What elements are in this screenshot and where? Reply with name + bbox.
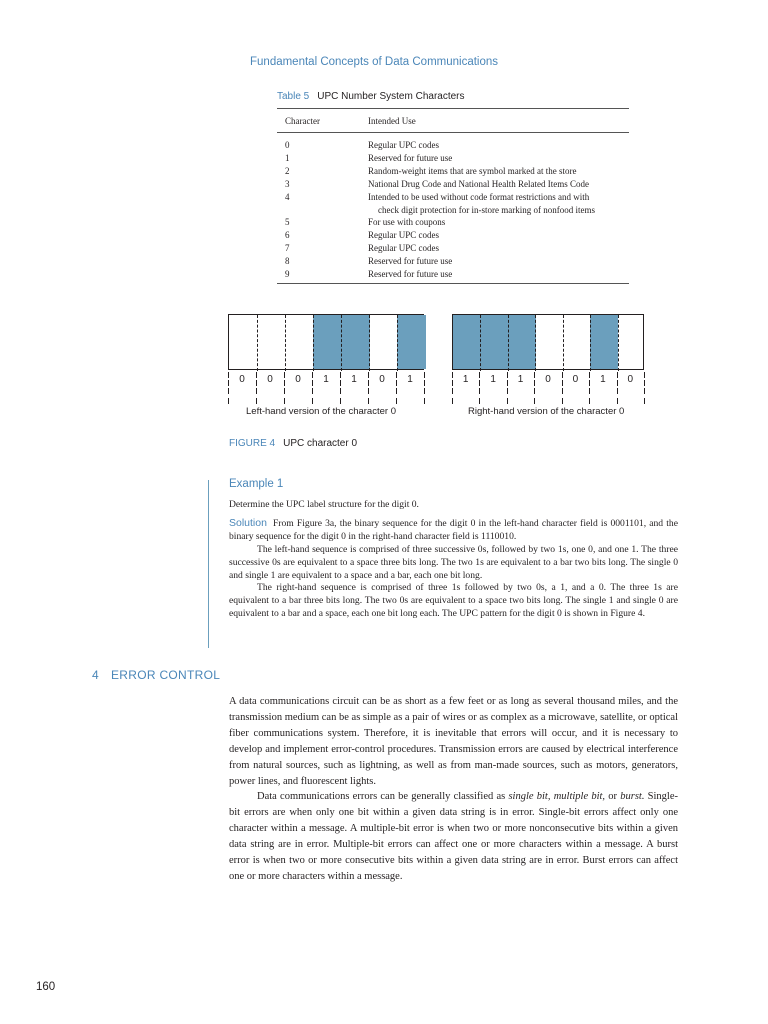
bit-boundary-tick [507,380,508,386]
module-divider [535,315,536,371]
bit-boundary-tick [368,372,369,378]
bit-label: 0 [239,374,245,385]
bit-boundary-tick [312,380,313,386]
character-cell: 6 [285,230,290,241]
intended-use-cell: Random-weight items that are symbol marked at the store [368,165,577,176]
bit-boundary-tick [507,372,508,378]
bit-label: 0 [572,374,579,385]
bit-boundary-tick [340,372,341,378]
bit-boundary-tick [617,380,618,386]
bit-boundary-tick [589,380,590,386]
bit-boundary-tick [534,372,535,378]
solution-label: Solution [229,516,267,529]
bit-boundary-tick [312,388,313,394]
bit-boundary-tick [589,388,590,394]
module-divider [285,315,286,371]
bit-boundary-tick [644,398,645,404]
header-character: Character [285,116,320,126]
p2-text-a: Data communications errors can be generally classified as [257,791,509,803]
table-row [277,255,629,268]
character-cell: 9 [285,269,290,280]
bit-boundary-tick [562,388,563,394]
character-cell: 2 [285,165,290,176]
module-divider [480,315,481,371]
module-divider [257,315,258,371]
upc-figure [228,314,646,424]
bit-boundary-tick [424,380,425,386]
term-single-bit: single bit, [508,791,551,803]
bit-boundary-tick [534,398,535,404]
module-divider [313,315,314,371]
section-heading [92,668,220,682]
bit-boundary-tick [284,398,285,404]
bit-boundary-tick [228,380,229,386]
character-cell: 4 [285,191,290,202]
bit-boundary-tick [340,388,341,394]
bit-boundary-tick [396,398,397,404]
bit-boundary-tick [368,398,369,404]
bit-boundary-tick [256,398,257,404]
module-divider [618,315,619,371]
intended-use-cell: Intended to be used without code format restrictions and with [368,191,590,202]
figure-title: UPC character 0 [283,438,358,449]
bit-boundary-tick [256,388,257,394]
bit-boundary-tick [368,388,369,394]
table-row [277,139,629,152]
upc-bar-module [508,315,536,369]
upc-bar-module [453,315,481,369]
intended-use-cell: Regular UPC codes [368,230,439,241]
bit-boundary-tick [617,388,618,394]
body-paragraph-1: A data communications circuit can be as short as a few feet or as long as several thousand miles, and the transmission medium can be as simple as a pair of wires or as complex as a microwave, satellite, or optical fiber communications system. Therefore, it is inevitable that errors will occur, and it is necessary to develop and implement error-control procedures. Transmission errors are caused by electrical interference from natural sources, such as lightning, as well as from man-made sources, such as motors, generators, power lines, and fluorescent lights. [229,696,678,787]
bit-boundary-tick [312,398,313,404]
solution-text-1: From Figure 3a, the binary sequence for the digit 0 in the left-hand character field is 0001101, and the binary sequence for the digit 0 in the right-hand character field is 1110010. [229,517,678,542]
intended-use-continuation: check digit protection for in-store marking of nonfood items [378,204,595,215]
right-hand-code [452,314,644,370]
intended-use-cell: Reserved for future use [368,152,453,163]
table-title: UPC Number System Characters [317,91,465,102]
bit-boundary-tick [312,372,313,378]
bit-boundary-tick [534,388,535,394]
body-paragraph-2 [229,789,678,884]
bit-boundary-tick [424,388,425,394]
table-row [277,216,629,229]
bit-boundary-tick [479,380,480,386]
left-hand-caption [246,406,396,417]
term-burst: burst. [620,791,645,803]
bit-boundary-tick [396,388,397,394]
bit-label: 0 [379,374,385,385]
bit-label: 1 [323,374,329,385]
bit-boundary-tick [589,398,590,404]
bit-boundary-tick [452,398,453,404]
running-head: Fundamental Concepts of Data Communications [250,56,499,68]
bit-boundary-tick [644,388,645,394]
bit-boundary-tick [424,398,425,404]
bit-boundary-tick [256,372,257,378]
upc-bar-module [341,315,370,369]
bit-boundary-tick [644,372,645,378]
bit-boundary-tick [284,388,285,394]
bit-boundary-tick [479,398,480,404]
module-divider [590,315,591,371]
table-row [277,229,629,242]
table-body [277,133,629,281]
bit-boundary-tick [368,380,369,386]
bit-boundary-tick [452,380,453,386]
bit-boundary-tick [228,398,229,404]
bit-boundary-tick [256,380,257,386]
character-cell: 7 [285,243,290,254]
solution-paragraph-2: The left-hand sequence is comprised of three successive 0s, followed by two 1s, one 0, and one 1. The three successive 0s are equivalent to a space three bits long. The two 1s are equivalent to a bar two bits long. The single 0 and single 1 are equivalent to a space and a bar, each one bit long. [229,543,678,581]
example-title: Example 1 [229,478,284,490]
table-row [277,152,629,165]
bit-label: 1 [600,374,606,385]
character-cell: 5 [285,217,290,228]
right-caption-text: Right-hand version of the character [468,406,617,417]
bit-label: 1 [517,374,524,385]
solution-paragraph-1 [229,517,678,544]
bit-label: 1 [351,374,357,385]
header-intended-use: Intended Use [368,116,416,126]
bit-boundary-tick [479,388,480,394]
example-question: Determine the UPC label structure for the digit 0. [229,499,419,510]
upc-table [277,108,629,281]
section-number: 4 [92,668,99,682]
intended-use-cell: Regular UPC codes [368,140,439,150]
upc-bar-module [397,315,426,369]
module-divider [369,315,370,371]
p2-text-b: Single-bit errors are when only one bit within a given data string is in error. Single-bit errors affect only one character within a message. A multiple-bit error is when two or more nonconsecutive bits within a given data string are in error. Multiple-bit errors can affect one or more characters within a message. A burst error is when two or more consecutive bits within a given data string are in error. Burst errors can affect one or more characters within a message. [229,791,679,882]
upc-bar-module [313,315,342,369]
bit-boundary-tick [562,372,563,378]
intended-use-cell: Regular UPC codes [368,243,439,254]
example-side-rule [208,480,209,648]
left-caption-text: Left-hand version of the character [246,406,389,417]
bit-boundary-tick [589,372,590,378]
section-body [229,694,678,885]
right-hand-caption [468,406,624,417]
bit-boundary-tick [507,398,508,404]
figure-caption [229,438,357,449]
page-number: 160 [36,981,56,993]
bit-boundary-tick [228,372,229,378]
bit-label: 0 [267,374,273,385]
term-multiple-bit: multiple bit, [553,791,606,803]
table-row [277,191,629,217]
bit-label: 0 [627,374,634,385]
bit-boundary-tick [562,380,563,386]
upc-bar-module [590,315,618,369]
module-divider [563,315,564,371]
bit-boundary-tick [452,372,453,378]
bit-boundary-tick [284,372,285,378]
bit-boundary-tick [534,380,535,386]
table-row [277,242,629,255]
bit-boundary-tick [228,388,229,394]
intended-use-cell: Reserved for future use [368,256,453,267]
module-divider [508,315,509,371]
bit-boundary-tick [617,372,618,378]
bit-boundary-tick [396,380,397,386]
module-divider [341,315,342,371]
character-cell: 3 [285,178,290,189]
bit-boundary-tick [617,398,618,404]
intended-use-cell: National Drug Code and National Health Related Items Code [368,178,589,189]
example-body [229,499,678,621]
upc-bar-module [480,315,508,369]
bit-boundary-tick [340,398,341,404]
bit-boundary-tick [479,372,480,378]
left-caption-char: 0 [390,406,396,417]
bit-boundary-tick [507,388,508,394]
bit-label: 0 [295,374,301,385]
module-divider [397,315,398,371]
bit-label: 0 [545,374,551,385]
bit-label: 1 [462,374,469,385]
section-title: ERROR CONTROL [110,668,221,682]
right-caption-char: 0 [619,406,625,417]
table-row [277,268,629,281]
table-row [277,165,629,178]
bit-boundary-tick [424,372,425,378]
intended-use-cell: Reserved for future use [368,269,453,280]
intended-use-cell: For use with coupons [368,217,446,228]
table-row [277,178,629,191]
bit-boundary-tick [340,380,341,386]
bit-boundary-tick [284,380,285,386]
bit-boundary-tick [396,372,397,378]
character-cell: 0 [285,140,290,150]
character-cell: 1 [285,152,290,163]
table-caption [277,91,465,102]
figure-label: FIGURE 4 [229,438,276,449]
bit-label: 1 [490,374,496,385]
p2-or: or [605,791,621,803]
table-label: Table 5 [277,91,310,102]
character-cell: 8 [285,256,290,267]
bit-label: 1 [407,374,413,385]
table-bottom-rule [277,283,629,284]
bit-boundary-tick [562,398,563,404]
table-header [277,109,629,132]
bit-boundary-tick [644,380,645,386]
left-hand-code [228,314,424,370]
bit-boundary-tick [452,388,453,394]
solution-paragraph-3: The right-hand sequence is comprised of three 1s followed by two 0s, a 1, and a 0. The three 1s are equivalent to a bar three bits long. The two 0s are equivalent to a space two bits long. The single 1 and single 0 are equivalent to a bar and a space, each one bit long each. The UPC pattern for the digit 0 is shown in Figure 4. [229,582,678,620]
